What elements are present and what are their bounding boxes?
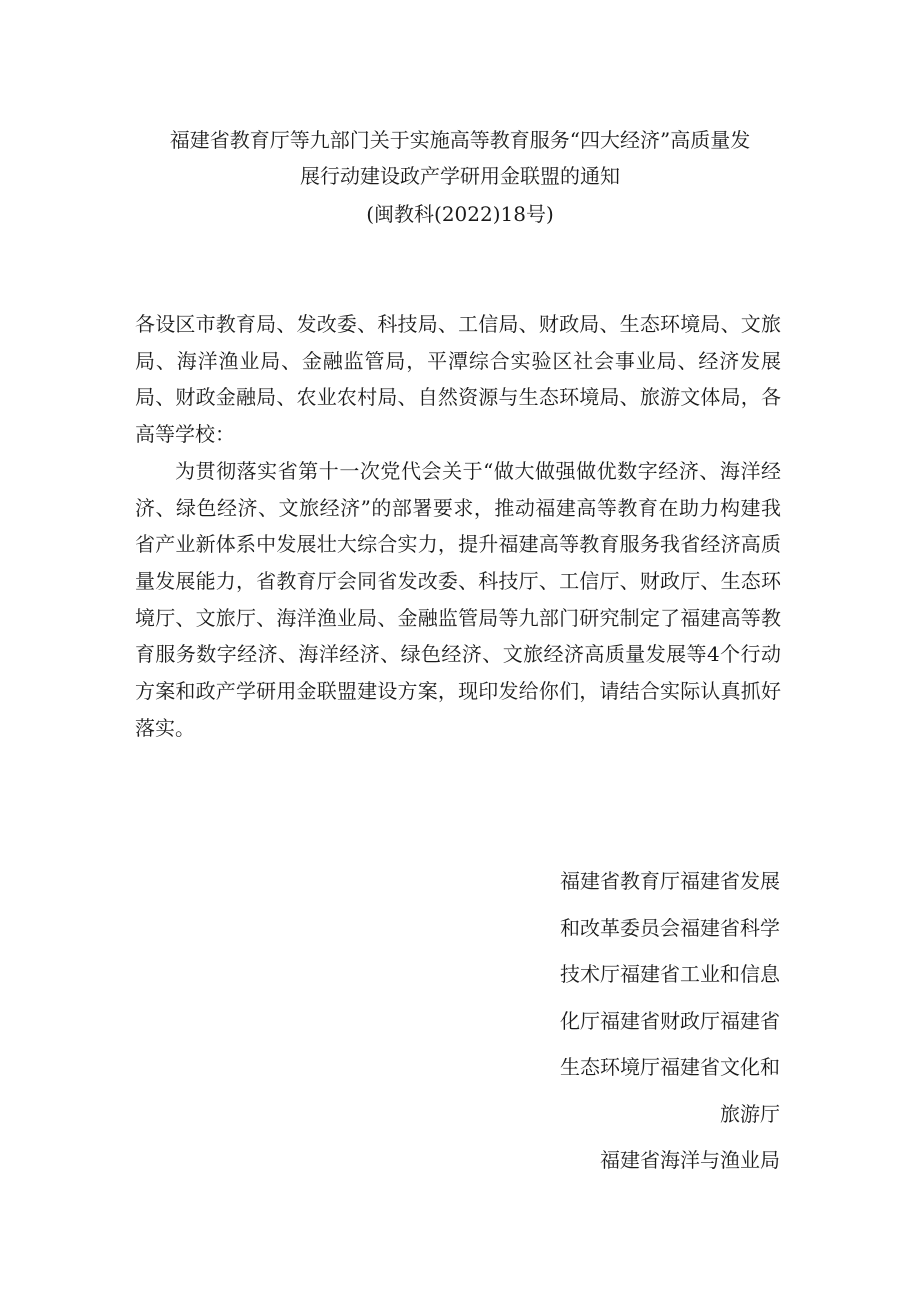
signature-block (520, 862, 780, 1188)
document-body (135, 306, 781, 746)
signature-line: 旅游厅 (720, 1101, 780, 1126)
document-title-line-2: 展行动建设政产学研用金联盟的通知 (300, 164, 620, 188)
document-title-line-1: 福建省教育厅等九部门关于实施高等教育服务“四大经济”高质量发 (169, 128, 751, 152)
signature-line: 和改革委员会福建省科学 (560, 915, 780, 940)
document-title-block (130, 122, 790, 232)
document-reference-number: (闽教科(2022)18号) (366, 202, 554, 226)
signature-line: 技术厅福建省工业和信息 (560, 962, 780, 986)
main-paragraph: 为贯彻落实省第十一次党代会关于“做大做强做优数字经济、海洋经济、绿色经济、文旅经济”的部署要求，推动福建高等教育在助力构建我省产业新体系中发展壮大综合实力，提升福建高等教育服务我省经济高质量发展能力，省教育厅会同省发改委、科技厅、工信厅、财政厅、生态环境厅、文旅厅、海洋渔业局、金融监管局等九部门研究制定了福建高等教育服务数字经济、海洋经济、绿色经济、文旅经济高质量发展等4个行动方案和政产学研用金联盟建设方案，现印发给你们，请结合实际认真抓好落实。 (135, 458, 781, 740)
signature-line: 福建省教育厅福建省发展 (560, 869, 780, 893)
signature-line: 生态环境厅福建省文化和 (560, 1055, 780, 1079)
signature-last-line: 福建省海洋与渔业局 (600, 1148, 780, 1172)
signature-line: 化厅福建省财政厅福建省 (560, 1008, 780, 1033)
addressee-paragraph: 各设区市教育局、发改委、科技局、工信局、财政局、生态环境局、文旅局、海洋渔业局、金融监管局，平潭综合实验区社会事业局、经济发展局、财政金融局、农业农村局、自然资源与生态环境局、旅游文体局，各高等学校： (135, 312, 781, 447)
